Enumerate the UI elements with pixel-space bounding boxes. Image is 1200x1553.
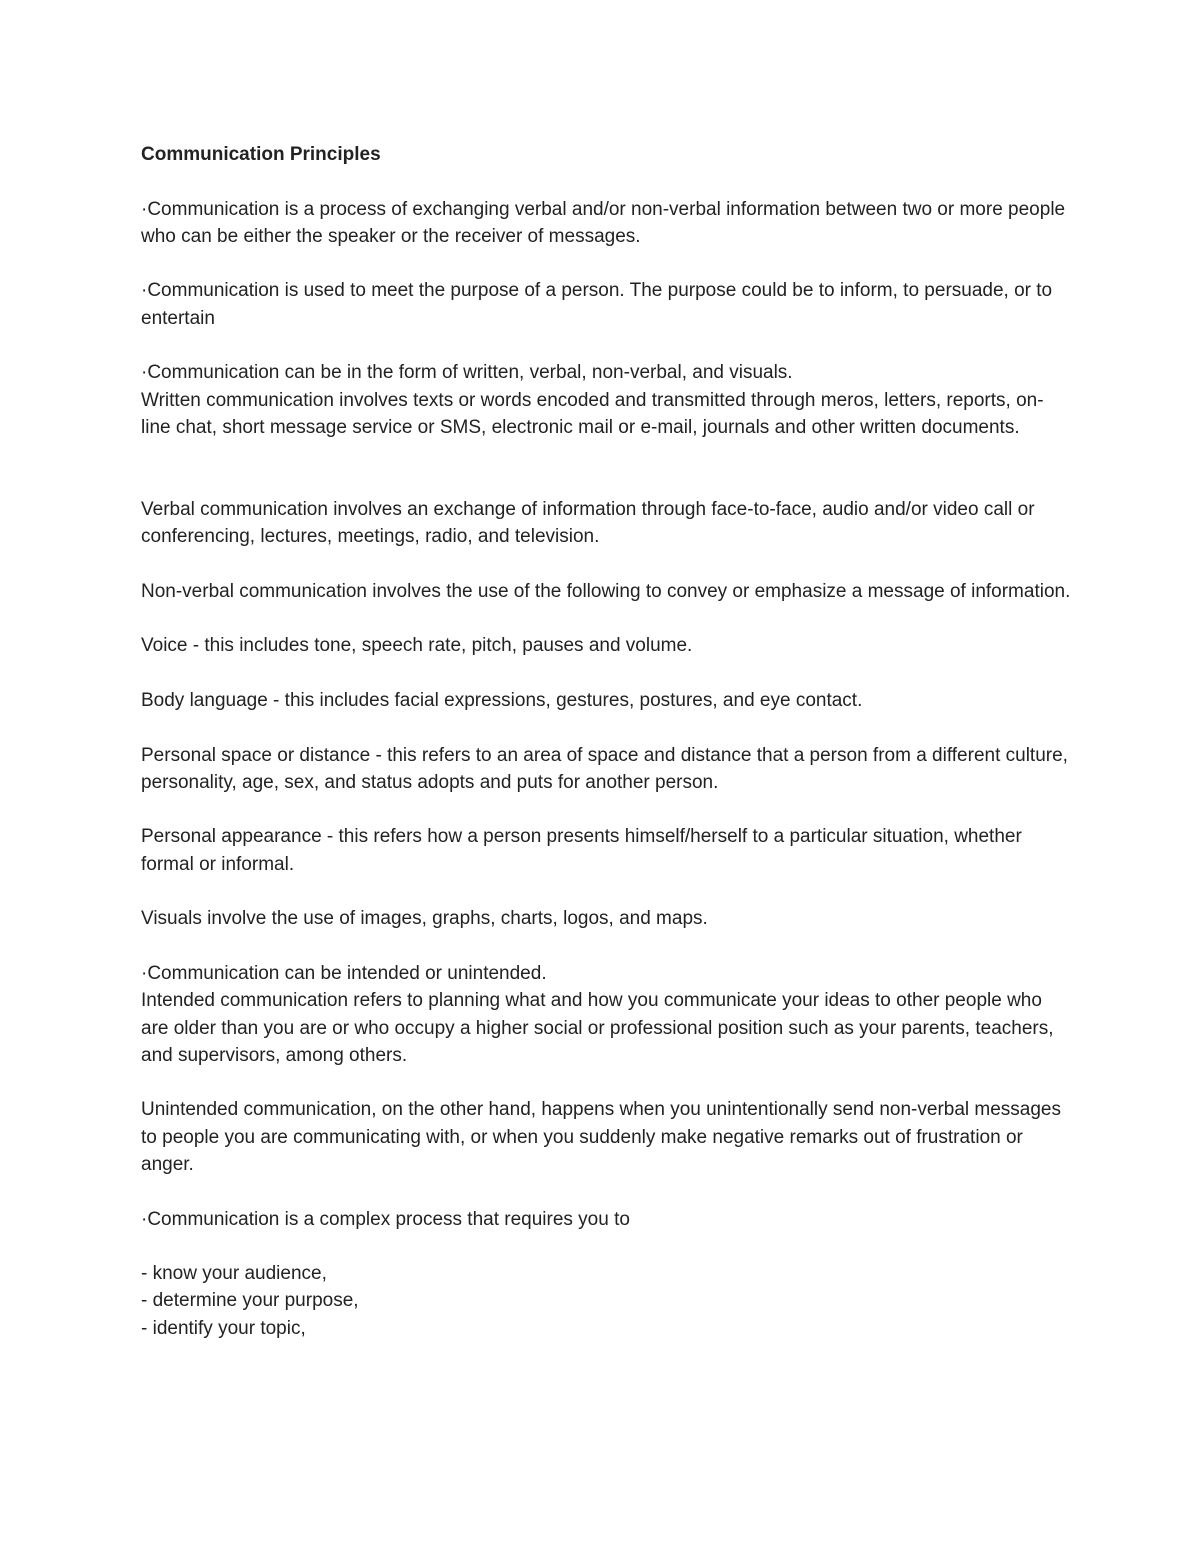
list-item: - identify your topic, bbox=[141, 1317, 306, 1339]
document-body bbox=[141, 141, 1071, 1342]
paragraph-voice: Voice - this includes tone, speech rate, pitch, pauses and volume. bbox=[141, 635, 693, 657]
paragraph-verbal: Verbal communication involves an exchange of information through face-to-face, audio and/or video call or conferencing, lectures, meetings, radio, and television. bbox=[141, 498, 1035, 548]
list-item: - know your audience, bbox=[141, 1263, 327, 1285]
paragraph-visuals: Visuals involve the use of images, graphs, charts, logos, and maps. bbox=[141, 908, 708, 930]
paragraph-personal-appearance: Personal appearance - this refers how a person presents himself/herself to a particular situation, whether formal or informal. bbox=[141, 826, 1022, 875]
paragraph-intended bbox=[141, 960, 1071, 1069]
paragraph-nonverbal: Non-verbal communication involves the use of the following to convey or emphasize a message of information. bbox=[141, 580, 1071, 602]
document-title: Communication Principles bbox=[141, 144, 381, 165]
paragraph-forms bbox=[141, 359, 1071, 441]
intended-communication-text: Intended communication refers to planning what and how you communicate your ideas to other people who are older than you are or who occupy a higher social or professional position such as your parents, teachers, and supervisors, among others. bbox=[141, 990, 1054, 1066]
written-communication-text: Written communication involves texts or words encoded and transmitted through meros, letters, reports, on-line chat, short message service or SMS, electronic mail or e-mail, journals and other written documents. bbox=[141, 389, 1044, 438]
paragraph-body-language: Body language - this includes facial expressions, gestures, postures, and eye contact. bbox=[141, 689, 863, 711]
requirements-list bbox=[141, 1260, 1071, 1342]
paragraph-purpose: ·Communication is used to meet the purpose of a person. The purpose could be to inform, to persuade, or to entertain bbox=[141, 280, 1053, 329]
paragraph-complex-process: ·Communication is a complex process that requires you to bbox=[141, 1208, 630, 1230]
list-item: - determine your purpose, bbox=[141, 1290, 359, 1312]
intended-intro-line: ·Communication can be intended or unintended. bbox=[141, 962, 547, 984]
blank-line bbox=[141, 469, 1071, 496]
paragraph-unintended: Unintended communication, on the other hand, happens when you unintentionally send non-verbal messages to people you are communicating with, or when you suddenly make negative remarks out of frustration or anger. bbox=[141, 1099, 1061, 1175]
paragraph-personal-space: Personal space or distance - this refers to an area of space and distance that a person from a different culture, personality, age, sex, and status adopts and puts for another person. bbox=[141, 744, 1068, 793]
forms-intro-line: ·Communication can be in the form of written, verbal, non-verbal, and visuals. bbox=[141, 362, 793, 384]
paragraph-definition: ·Communication is a process of exchanging verbal and/or non-verbal information between two or more people who can be either the speaker or the receiver of messages. bbox=[141, 198, 1066, 247]
